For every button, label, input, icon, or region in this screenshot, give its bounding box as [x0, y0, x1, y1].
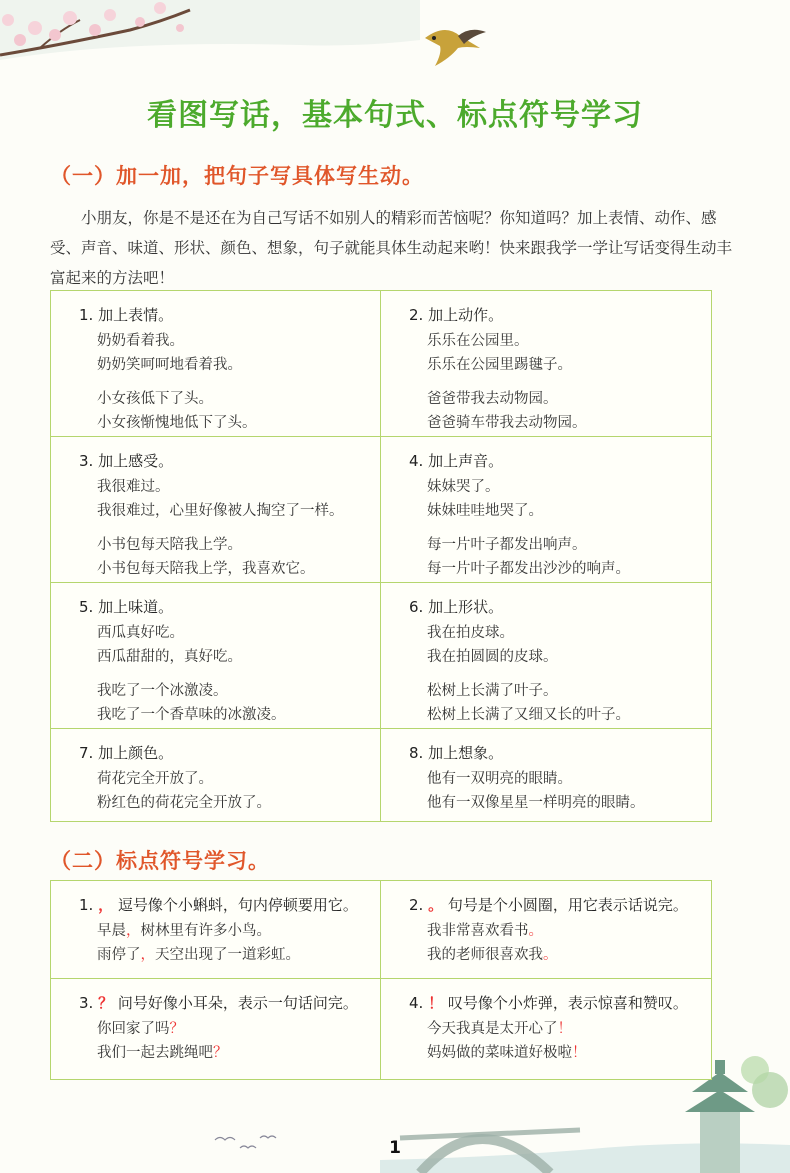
punctuation-description: 叹号像个小炸弹，表示惊喜和赞叹。: [447, 994, 688, 1012]
cell-heading: 8. 加上想象。: [409, 744, 504, 762]
example-line: 乐乐在公园里。: [427, 333, 529, 349]
example-line: 西瓜甜甜的，真好吃。: [97, 649, 242, 665]
example-line: 奶奶笑呵呵地看着我。: [97, 357, 242, 373]
comma-mark: ，: [98, 896, 114, 914]
exclamation-mark: ！: [428, 994, 444, 1012]
expansion-cell: [51, 291, 381, 437]
intro-paragraph: 小朋友，你是不是还在为自己写话不如别人的精彩而苦恼呢？你知道吗？加上表情、动作、感受、声音、味道、形状、颜色、想象，句子就能具体生动起来哟！快来跟我学一学让写话变得生动丰富起来的方法吧！: [50, 209, 733, 287]
cell-number: 4.: [409, 994, 424, 1012]
expansion-cell: [51, 729, 381, 821]
expansion-cell: [381, 437, 711, 583]
bird-decoration: [420, 18, 490, 73]
cell-heading: 7. 加上颜色。: [79, 744, 174, 762]
example-line: 小书包每天陪我上学。: [97, 537, 242, 553]
cell-heading: 2. 加上动作。: [409, 306, 504, 324]
cell-heading: 4. 加上声音。: [409, 452, 504, 470]
example-line: 松树上长满了叶子。: [427, 683, 558, 699]
sentence-expansion-grid: [50, 290, 712, 822]
example-line: 每一片叶子都发出响声。: [427, 537, 587, 553]
example-line: 你回家了吗？: [97, 1021, 184, 1037]
example-line: 我们一起去跳绳吧？: [97, 1045, 228, 1061]
cell-number: 1.: [79, 896, 94, 914]
example-line: 粉红色的荷花完全开放了。: [97, 795, 271, 811]
punctuation-description: 句号是个小圆圈，用它表示话说完。: [447, 896, 688, 914]
example-line: 妹妹哭了。: [427, 479, 500, 495]
expansion-cell: [51, 583, 381, 729]
example-line: 我很难过。: [97, 479, 170, 495]
example-line: 奶奶看着我。: [97, 333, 184, 349]
page-number: 1: [389, 1138, 401, 1158]
example-line: 我吃了一个冰激凌。: [97, 683, 228, 699]
example-line: 小女孩低下了头。: [97, 391, 213, 407]
cell-heading: 6. 加上形状。: [409, 598, 504, 616]
example-line: 我在拍皮球。: [427, 625, 514, 641]
section-1-title: （一）加一加，把句子写具体写生动。: [50, 164, 424, 188]
example-line: 我吃了一个香草味的冰激凌。: [97, 707, 286, 723]
example-line: 我在拍圆圆的皮球。: [427, 649, 558, 665]
example-line: 他有一双明亮的眼睛。: [427, 771, 572, 787]
cell-number: 2.: [409, 896, 424, 914]
question-mark: ？: [98, 994, 114, 1012]
example-line: 我的老师很喜欢我。: [427, 947, 558, 963]
example-line: 小书包每天陪我上学，我喜欢它。: [97, 561, 315, 577]
cell-heading: 1. 加上表情。: [79, 306, 174, 324]
example-line: 小女孩惭愧地低下了头。: [97, 415, 257, 431]
punctuation-cell: [51, 881, 381, 979]
expansion-cell: [381, 729, 711, 821]
cherry-blossom-decoration: [0, 0, 420, 80]
cell-heading: 3. 加上感受。: [79, 452, 174, 470]
punctuation-cell: [381, 881, 711, 979]
expansion-cell: [381, 583, 711, 729]
punctuation-description: 逗号像个小蝌蚪，句内停顿要用它。: [117, 896, 358, 914]
example-line: 早晨，树林里有许多小鸟。: [97, 923, 271, 939]
punctuation-cell: [381, 979, 711, 1079]
example-line: 西瓜真好吃。: [97, 625, 184, 641]
period-mark: 。: [428, 896, 444, 914]
example-line: 妹妹哇哇地哭了。: [427, 503, 543, 519]
example-line: 乐乐在公园里踢毽子。: [427, 357, 572, 373]
cell-number: 3.: [79, 994, 94, 1012]
example-line: 雨停了，天空出现了一道彩虹。: [97, 947, 300, 963]
punctuation-grid: [50, 880, 712, 1080]
example-line: 妈妈做的菜味道好极啦！: [427, 1045, 587, 1061]
example-line: 爸爸骑车带我去动物园。: [427, 415, 587, 431]
example-line: 爸爸带我去动物园。: [427, 391, 558, 407]
example-line: 松树上长满了又细又长的叶子。: [427, 707, 630, 723]
example-line: 荷花完全开放了。: [97, 771, 213, 787]
punctuation-cell: [51, 979, 381, 1079]
example-line: 每一片叶子都发出沙沙的响声。: [427, 561, 630, 577]
punctuation-description: 问号好像小耳朵，表示一句话问完。: [117, 994, 358, 1012]
expansion-cell: [381, 291, 711, 437]
expansion-cell: [51, 437, 381, 583]
example-line: 今天我真是太开心了！: [427, 1021, 572, 1037]
example-line: 他有一双像星星一样明亮的眼睛。: [427, 795, 645, 811]
section-2-title: （二）标点符号学习。: [50, 849, 270, 873]
page-title: 看图写话，基本句式、标点符号学习: [147, 98, 643, 133]
example-line: 我非常喜欢看书。: [427, 923, 543, 939]
example-line: 我很难过，心里好像被人掏空了一样。: [97, 503, 344, 519]
cell-heading: 5. 加上味道。: [79, 598, 174, 616]
